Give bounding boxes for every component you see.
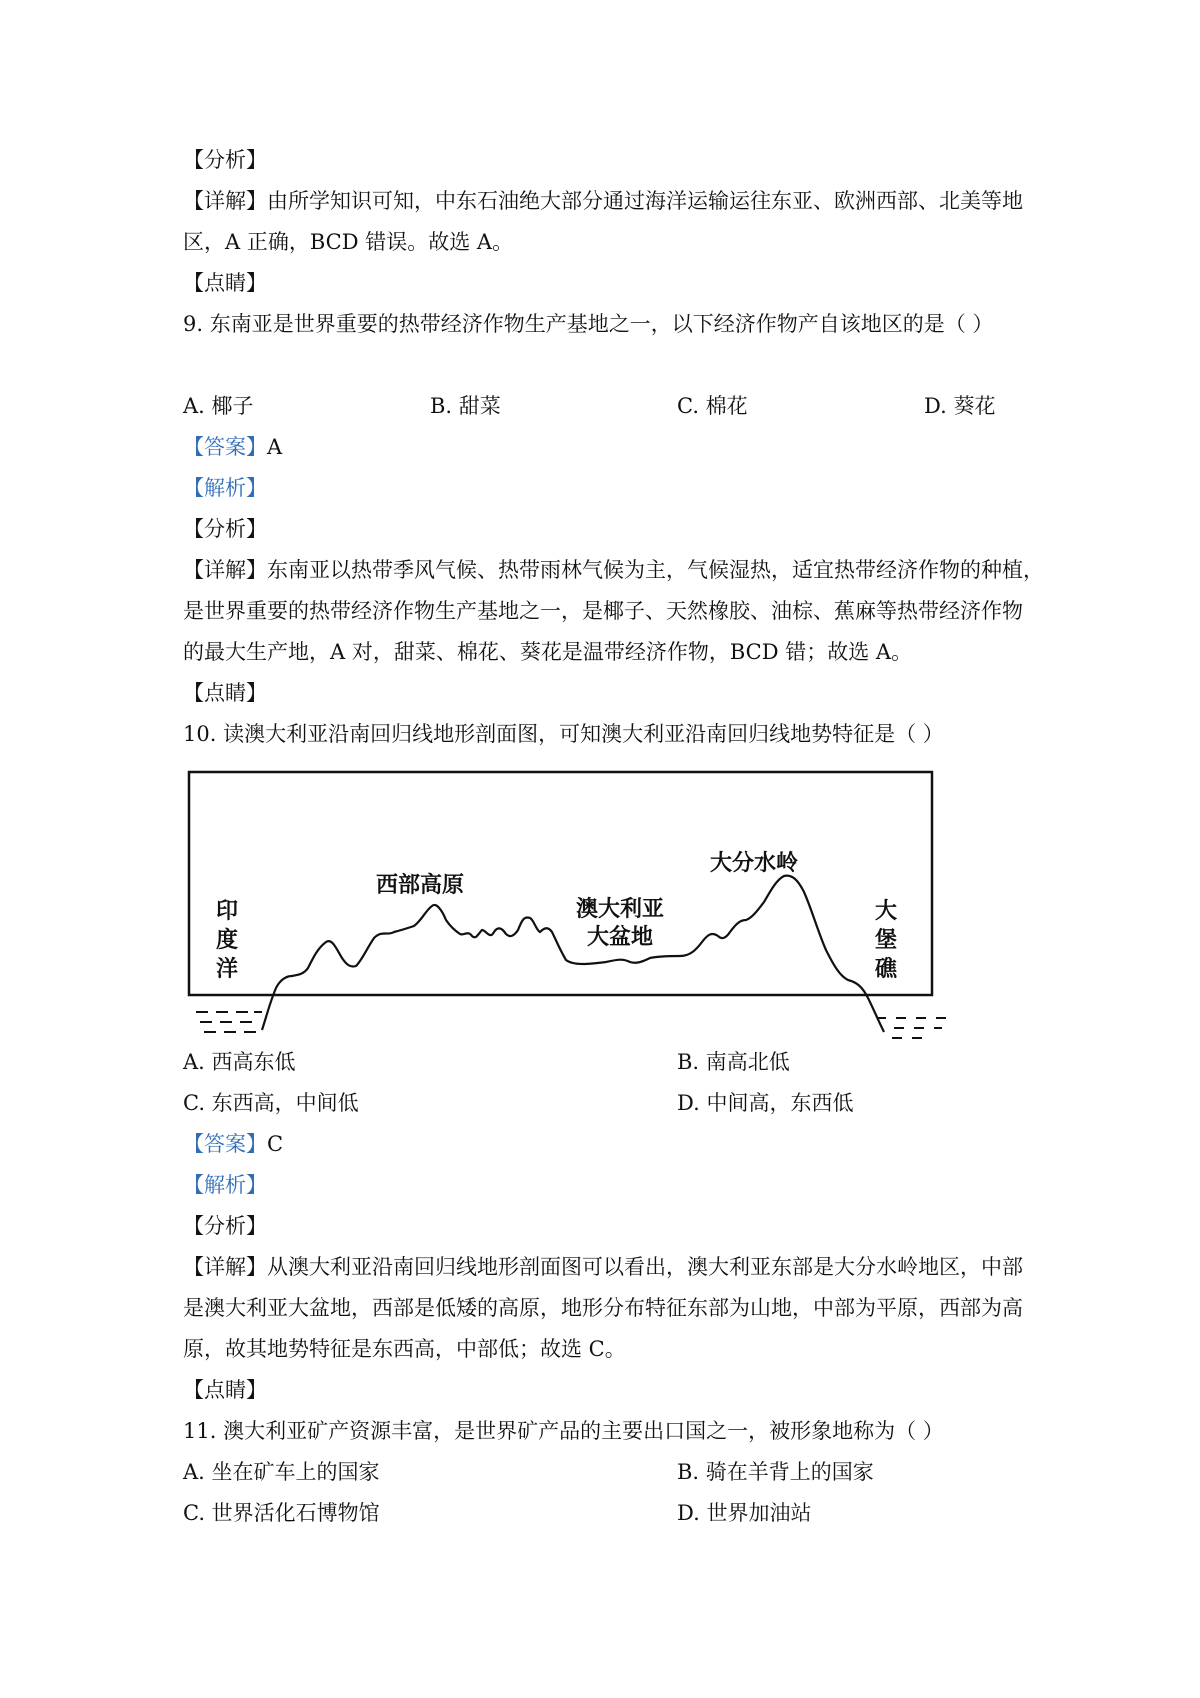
ocean-water-right	[878, 1018, 946, 1038]
label-indian-ocean-3: 洋	[215, 957, 239, 982]
q9-option-d[interactable]: D. 葵花	[924, 394, 996, 418]
q9-dianjing-tag: 【点睛】	[183, 681, 267, 705]
q9-option-a[interactable]: A. 椰子	[183, 394, 254, 418]
label-indian-ocean-1: 印	[215, 899, 239, 924]
q8-detail-line: 区，A 正确，BCD 错误。故选 A。	[183, 230, 514, 254]
q10-stem: 10. 读澳大利亚沿南回归线地形剖面图，可知澳大利亚沿南回归线地势特征是（ ）	[183, 722, 944, 746]
label-great-barrier-reef-2: 堡	[874, 928, 898, 953]
q11-option-a[interactable]: A. 坐在矿车上的国家	[183, 1460, 380, 1484]
label-great-basin-1: 澳大利亚	[575, 897, 665, 922]
q10-option-b[interactable]: B. 南高北低	[677, 1050, 790, 1074]
label-great-basin-2: 大盆地	[586, 925, 654, 950]
q10-answer: 【答案】C	[183, 1132, 284, 1156]
q8-detail-line: 【详解】由所学知识可知，中东石油绝大部分通过海洋运输运往东亚、欧洲西部、北美等地	[183, 189, 1023, 213]
q9-analysis-tag: 【分析】	[183, 517, 267, 541]
label-great-barrier-reef-3: 礁	[874, 957, 898, 982]
q9-option-b[interactable]: B. 甜菜	[430, 394, 501, 418]
q10-detail-line: 是澳大利亚大盆地，西部是低矮的高原，地形分布特征东部为山地，中部为平原，西部为高	[183, 1296, 1023, 1320]
q9-detail-line: 是世界重要的热带经济作物生产基地之一，是椰子、天然橡胶、油棕、蕉麻等热带经济作物	[183, 599, 1023, 623]
label-western-plateau: 西部高原	[375, 873, 465, 898]
label-great-barrier-reef-1: 大	[874, 899, 898, 924]
figure-frame	[189, 772, 932, 995]
label-great-dividing-range: 大分水岭	[709, 851, 799, 876]
q11-option-d[interactable]: D. 世界加油站	[677, 1501, 812, 1525]
q8-dianjing-tag: 【点睛】	[183, 271, 267, 295]
q9-detail-line: 【详解】东南亚以热带季风气候、热带雨林气候为主，气候湿热，适宜热带经济作物的种植，	[183, 558, 1044, 582]
ocean-water-left	[196, 1012, 262, 1032]
q9-answer: 【答案】A	[183, 435, 283, 459]
q9-stem: 9. 东南亚是世界重要的热带经济作物生产基地之一，以下经济作物产自该地区的是（ ）	[183, 312, 994, 336]
q10-analysis-tag: 【分析】	[183, 1214, 267, 1238]
q9-option-c[interactable]: C. 棉花	[677, 394, 748, 418]
q9-jiexi-tag: 【解析】	[183, 476, 267, 500]
q10-option-d[interactable]: D. 中间高，东西低	[677, 1091, 854, 1115]
q11-option-c[interactable]: C. 世界活化石博物馆	[183, 1501, 380, 1525]
q11-stem: 11. 澳大利亚矿产资源丰富，是世界矿产品的主要出口国之一，被形象地称为（ ）	[183, 1419, 944, 1443]
terrain-profile-figure	[170, 770, 950, 1040]
q10-option-c[interactable]: C. 东西高，中间低	[183, 1091, 359, 1115]
q11-option-b[interactable]: B. 骑在羊背上的国家	[677, 1460, 874, 1484]
q10-option-a[interactable]: A. 西高东低	[183, 1050, 296, 1074]
q9-detail-line: 的最大生产地，A 对，甜菜、棉花、葵花是温带经济作物，BCD 错；故选 A。	[183, 640, 913, 664]
q10-detail-line: 【详解】从澳大利亚沿南回归线地形剖面图可以看出，澳大利亚东部是大分水岭地区，中部	[183, 1255, 1023, 1279]
q8-analysis-tag: 【分析】	[183, 148, 267, 172]
terrain-profile-line	[262, 876, 884, 1032]
q10-jiexi-tag: 【解析】	[183, 1173, 267, 1197]
q10-detail-line: 原，故其地势特征是东西高，中部低；故选 C。	[183, 1337, 626, 1361]
q10-dianjing-tag: 【点睛】	[183, 1378, 267, 1402]
label-indian-ocean-2: 度	[215, 928, 239, 953]
